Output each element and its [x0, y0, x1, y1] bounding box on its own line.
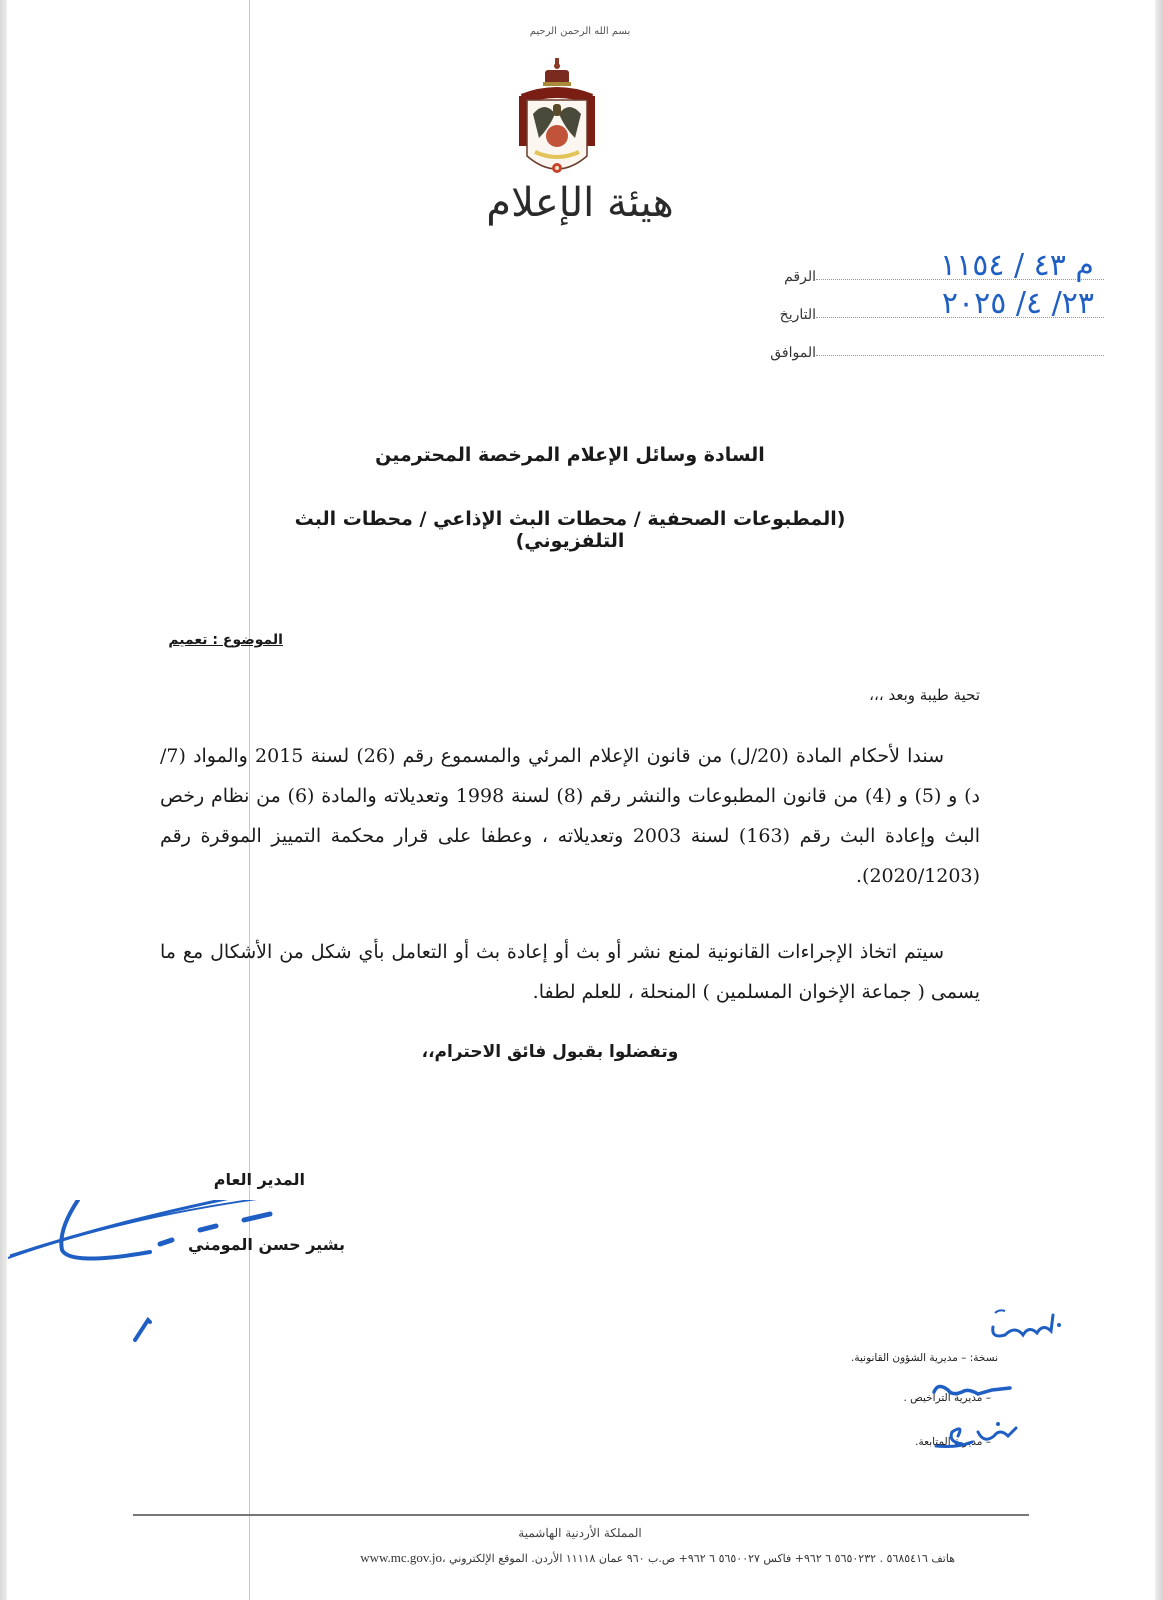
reference-number-label: الرقم	[784, 269, 816, 285]
handwritten-initial-icon	[928, 1418, 1024, 1454]
crown-icon	[543, 58, 571, 86]
copy-item: – مديرية المتابعة.	[915, 1436, 991, 1448]
signatory-name: بشير حسن المومني	[188, 1235, 345, 1254]
footer-divider	[133, 1514, 1029, 1516]
body-paragraph-2: سيتم اتخاذ الإجراءات القانونية لمنع نشر أو بث أو إعادة بث أو التعامل بأي شكل من الأشكال مع ما يسمى ( جماعة الإخوان المسلمين ) المنحلة ، للعلم لطفا.	[160, 941, 980, 1003]
greeting: تحية طيبة وبعد ،،،	[869, 686, 980, 704]
handwritten-initial-icon	[928, 1378, 1018, 1408]
handwritten-initial-icon	[985, 1305, 1085, 1345]
footer-contact-line	[195, 1550, 955, 1566]
reference-number-value: م ٤٣ / ١١٥٤	[940, 248, 1094, 283]
basmala: بسم الله الرحمن الرحيم	[529, 26, 631, 37]
footer-contact-details: هاتف ٥٦٨٥٤١٦ . ٥٦٥٠٢٣٢ ٦ ٩٦٢+ فاكس ٥٦٥٠٠٢٧ ٦ ٩٦٢+ ص.ب ٩٦٠ عمان ١١١١٨ الأردن. الموقع الإلكتروني	[449, 1552, 955, 1565]
footer-website-link[interactable]: www.mc.gov.jo	[360, 1550, 442, 1565]
coat-of-arms-icon	[515, 56, 599, 186]
reference-number-row	[768, 248, 1108, 288]
copy-label: نسخة:	[969, 1352, 998, 1364]
reference-date-value: ٢٣/ ٤/ ٢٠٢٥	[941, 286, 1094, 321]
body-paragraph-1: سندا لأحكام المادة (20/ل) من قانون الإعلام المرئي والمسموع رقم (26) لسنة 2015 والمواد (7/ د) و (5) و (4) من قانون المطبوعات والنشر رقم (8) لسنة 1998 وتعديلاته والمادة (6) من نظام رخص البث وإعادة البث رقم (163) لسنة 2003 وتعديلاته ، وعطفا على قرار محكمة التمييز الموقرة رقم (2020/1203).	[160, 745, 980, 887]
footer-separator: ،	[441, 1552, 446, 1565]
signatory-title: المدير العام	[213, 1170, 305, 1189]
reference-number-line	[816, 248, 1104, 283]
organization-name: هيئة الإعلام	[486, 180, 674, 226]
copy-to-legal-affairs	[851, 1352, 998, 1364]
handwritten-signature-icon	[0, 1200, 500, 1460]
page-edge-right	[1155, 0, 1163, 1600]
closing-remark: وتفضلوا بقبول فائق الاحترام،،	[421, 1042, 679, 1062]
reference-date-label: التاريخ	[779, 307, 816, 323]
copy-item: – مديرية الشؤون القانونية.	[851, 1352, 967, 1364]
reference-date-line	[816, 286, 1104, 321]
reference-hijri-row	[768, 332, 1108, 364]
reference-hijri-label: الموافق	[770, 345, 816, 361]
subject-line: الموضوع : تعميم	[168, 632, 283, 648]
reference-hijri-line	[816, 355, 1104, 356]
reference-date-row	[768, 286, 1108, 326]
addressee-line-2: (المطبوعات الصحفية / محطات البث الإذاعي / محطات البث التلفزيوني)	[294, 508, 846, 552]
addressee-line-1: السادة وسائل الإعلام المرخصة المحترمين	[375, 444, 765, 466]
copy-item: – مديرية التراخيص .	[903, 1392, 991, 1404]
footer-country: المملكة الأردنية الهاشمية	[518, 1526, 642, 1540]
